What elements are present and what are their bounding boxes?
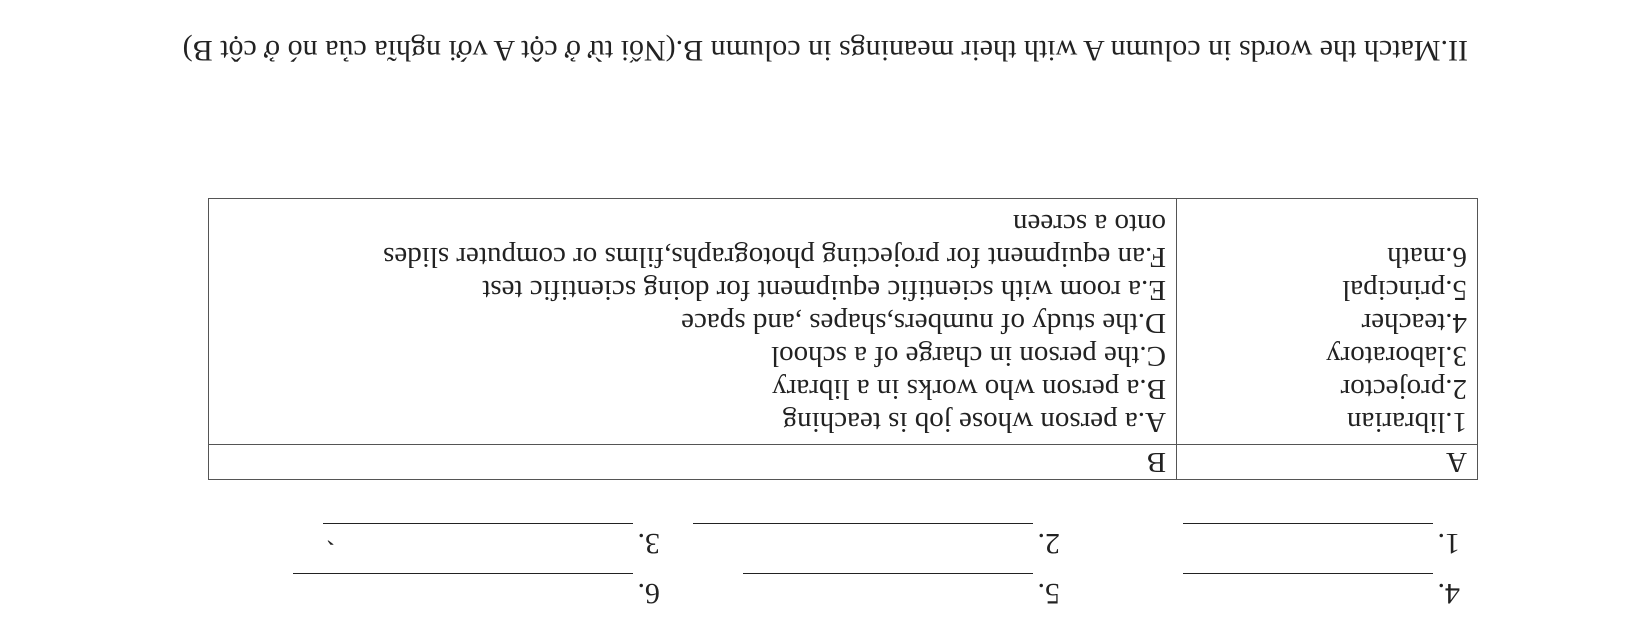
column-a-cell [1177,199,1478,445]
answer-number: 4. [1437,577,1460,610]
word-item: 1.librarian [1347,406,1467,438]
word-item: 3.laboratory [1326,340,1467,372]
matching-table [208,198,1478,480]
word-item: 6.math [1387,241,1467,273]
answer-line[interactable] [294,573,634,608]
answer-row [220,513,1460,563]
answer-number: 3. [637,527,660,560]
answer-blank[interactable] [694,523,1061,563]
column-b-header: B [209,445,1177,480]
answer-section [220,513,1460,613]
word-item: 5.principal [1342,274,1467,306]
answer-blank[interactable] [324,523,661,563]
answer-blank[interactable] [1184,573,1461,613]
meaning-item: E.a room with scientific equipment for doing scientific test [482,274,1166,306]
exercise-instruction: II.Match the words in column A with their meanings in column B.(Nối từ ở cột A với nghĩa của nó ở cột B) [182,34,1468,67]
answer-row [220,563,1460,613]
word-item: 2.projector [1340,373,1467,405]
meaning-item: B.a person who works in a library [772,373,1166,405]
table-body-row [209,199,1478,445]
answer-number: 6. [637,577,660,610]
answer-number: 5. [1037,577,1060,610]
answer-line[interactable] [324,523,634,558]
word-item: 4.teacher [1361,307,1467,339]
meaning-item: A.a person whose job is teaching [782,406,1166,438]
table-header-row [209,445,1478,480]
answer-line[interactable] [694,523,1034,558]
answer-line[interactable] [1184,523,1434,558]
answer-number: 1. [1437,527,1460,560]
answer-line[interactable] [744,573,1034,608]
meaning-item: F.an equipment for projecting photographs,films or computer slides [383,241,1166,273]
stray-mark: ` [325,518,335,549]
answer-blank[interactable] [744,573,1061,613]
meaning-item: onto a screen [1013,208,1166,240]
answer-blank[interactable] [294,573,661,613]
column-b-cell [209,199,1177,445]
answer-blank[interactable] [1184,523,1461,563]
meaning-item: D.the study of numbers,shapes ,and space [681,307,1166,339]
answer-number: 2. [1037,527,1060,560]
meaning-item: C.the person in charge of a school [771,340,1166,372]
column-a-header: A [1177,445,1478,480]
answer-line[interactable] [1184,573,1434,608]
